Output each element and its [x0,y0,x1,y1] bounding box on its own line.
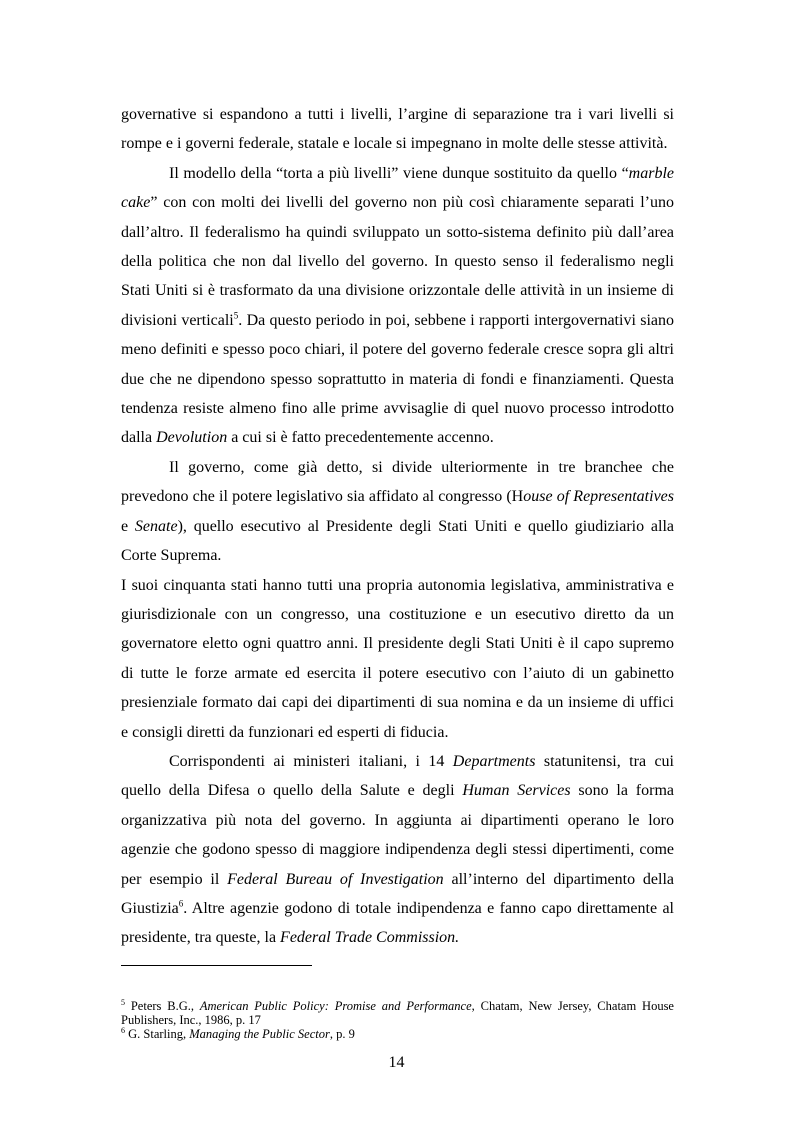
italic-term: Federal Trade Commission. [280,929,460,947]
footnote-6: $^6$ G. Starling, Managing the Public Sector, p. 9 [121,1025,355,1041]
italic-term: Departments [452,752,536,770]
paragraph-5: Corrispondenti ai ministeri italiani, i 14 Departments statunitensi, tra cui quello della Difesa o quello della Salute e degli Human Services sono la forma organizzativa più nota del governo. In aggiunta ai dipartimenti operano le loro agenzie che godono spesso di maggiore indipendenza degli stessi dipertimenti, come per esempio il Federal Bureau of Investigation all’interno del dipartimento della Giustizia$^6$. Altre agenzie godono di totale indipendenza e fanno capo direttamente al presidente, tra queste, la Federal Trade Commission. [121,752,675,947]
paragraph-3: Il governo, come già detto, si divide ulteriormente in tre branchee che prevedono che il potere legislativo sia affidato al congresso (House of Representatives e Senate), quello esecutivo al Presidente degli Stati Uniti e quello giudiziario alla Corte Suprema. [121,458,675,565]
paragraph-4: I suoi cinquanta stati hanno tutti una propria autonomia legislativa, amministrativa e giurisdizionale con un congresso, una costituzione e un esecutivo diretto da un governatore eletto ogni quattro anni. Il presidente degli Stati Uniti è il capo supremo di tutte le forze armate ed esercita il potere esecutivo con l’aiuto di un gabinetto presienziale formato dai capi dei dipartimenti di sua nomina e da un insieme di uffici e consigli diretti da funzionari ed esperti di fiducia. [121,576,674,741]
footnote-number: 5 [121,997,125,1007]
italic-term: Devolution [156,429,228,447]
footnote-ref-5[interactable]: 5 [233,310,239,321]
italic-term: ouse of Representatives [523,488,675,506]
footnotes [121,999,674,1041]
footnote-divider [121,965,312,966]
paragraph-1: governative si espandono a tutti i livelli, l’argine di separazione tra i vari livelli si rompe e i governi federale, statale e locale si impegnano in molte delle stesse attività. [121,106,674,153]
italic-term: Human Services [462,782,571,800]
italic-term: marble cake [121,164,674,212]
body-text [121,100,674,953]
italic-title: Managing the Public Sector [189,1027,330,1041]
page-number: 14 [388,1054,405,1071]
footnote-ref-6[interactable]: 6 [178,898,184,909]
italic-term: Senate [134,517,178,535]
italic-title: American Public Policy: Promise and Performance [199,999,472,1013]
footnote-5: $^5$ Peters B.G., American Public Policy: Promise and Performance, Chatam, New Jersey, Chatam House Publishers, Inc., 1986, p. 17 [121,997,674,1027]
italic-term: Federal Bureau of Investigation [227,870,444,888]
paragraph-2: Il modello della “torta a più livelli” viene dunque sostituito da quello “marble cake” con con molti dei livelli del governo non più così chiaramente separati l’uno dall’altro. Il federalismo ha quindi sviluppato un sotto-sistema definito più dall’area della politica che non dal livello del governo. In questo senso il federalismo negli Stati Uniti si è trasformato da una divisione orizzontale delle attività in un insieme di divisioni verticali$^5$. Da questo periodo in poi, sebbene i rapporti intergovernativi siano meno definiti e spesso poco chiari, il potere del governo federale cresce sopra gli altri due che ne dipendono spesso soprattutto in materia di fondi e finanziamenti. Questa tendenza resiste almeno fino alle prime avvisaglie di quel nuovo processo introdotto dalla Devolution a cui si è fatto precedentemente accenno. [121,164,674,447]
footnote-number: 6 [121,1025,125,1035]
